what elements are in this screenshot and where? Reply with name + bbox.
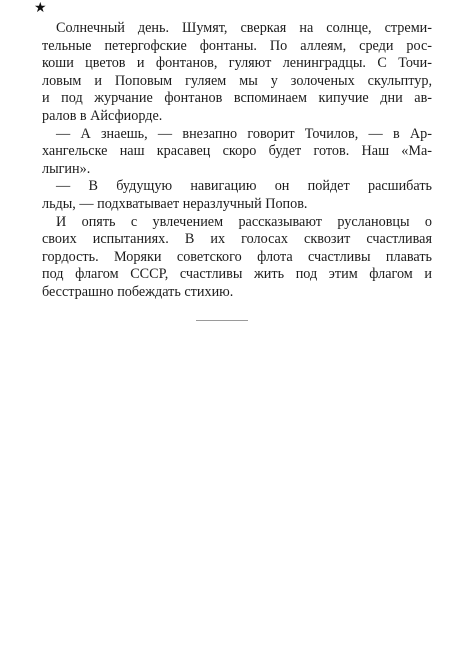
paragraph-1-line-2: тельные петергофские фонтаны. По аллеям, среди рос- [42,37,432,54]
section-divider [196,320,248,321]
paragraph-2-line-2: хангельске наш красавец скоро будет готов. Наш «Ма- [42,143,432,160]
paragraph-1-line-4: ловым и Поповым гуляем мы у золоченых скульптур, [42,72,432,89]
paragraph-2-line-3: лыгин». [42,160,91,177]
paragraph-4-line-3: гордость. Моряки советского флота счастливы плавать [42,248,432,265]
paragraph-4-line-4: под флагом СССР, счастливы жить под этим флагом и [42,266,432,283]
paragraph-1-line-1: Солнечный день. Шумят, сверкая на солнце, стреми- [56,20,432,36]
paragraph-2-line-1: — А знаешь, — внезапно говорит Точилов, — в Ар- [56,125,432,142]
paragraph-4-line-1: И опять с увлечением рассказывают руслановцы о [56,213,432,230]
paragraph-4-line-2: своих испытаниях. В их голосах сквозит счастливая [42,231,432,248]
star-ornament: ★ [34,1,47,16]
paragraph-1-line-6: ралов в Айсфиорде. [42,107,163,124]
text-block [42,20,432,302]
paragraph-4-line-5: бесстрашно побеждать стихию. [42,283,234,300]
paragraph-3-line-2: льды, — подхватывает неразлучный Попов. [42,195,308,212]
paragraph-1-line-5: и под журчание фонтанов вспоминаем кипучие дни ав- [42,90,432,107]
paragraph-1-line-3: коши цветов и фонтанов, гуляют ленинградцы. С Точи- [42,55,432,72]
paragraph-3-line-1: — В будущую навигацию он пойдет расшибать [56,178,432,195]
